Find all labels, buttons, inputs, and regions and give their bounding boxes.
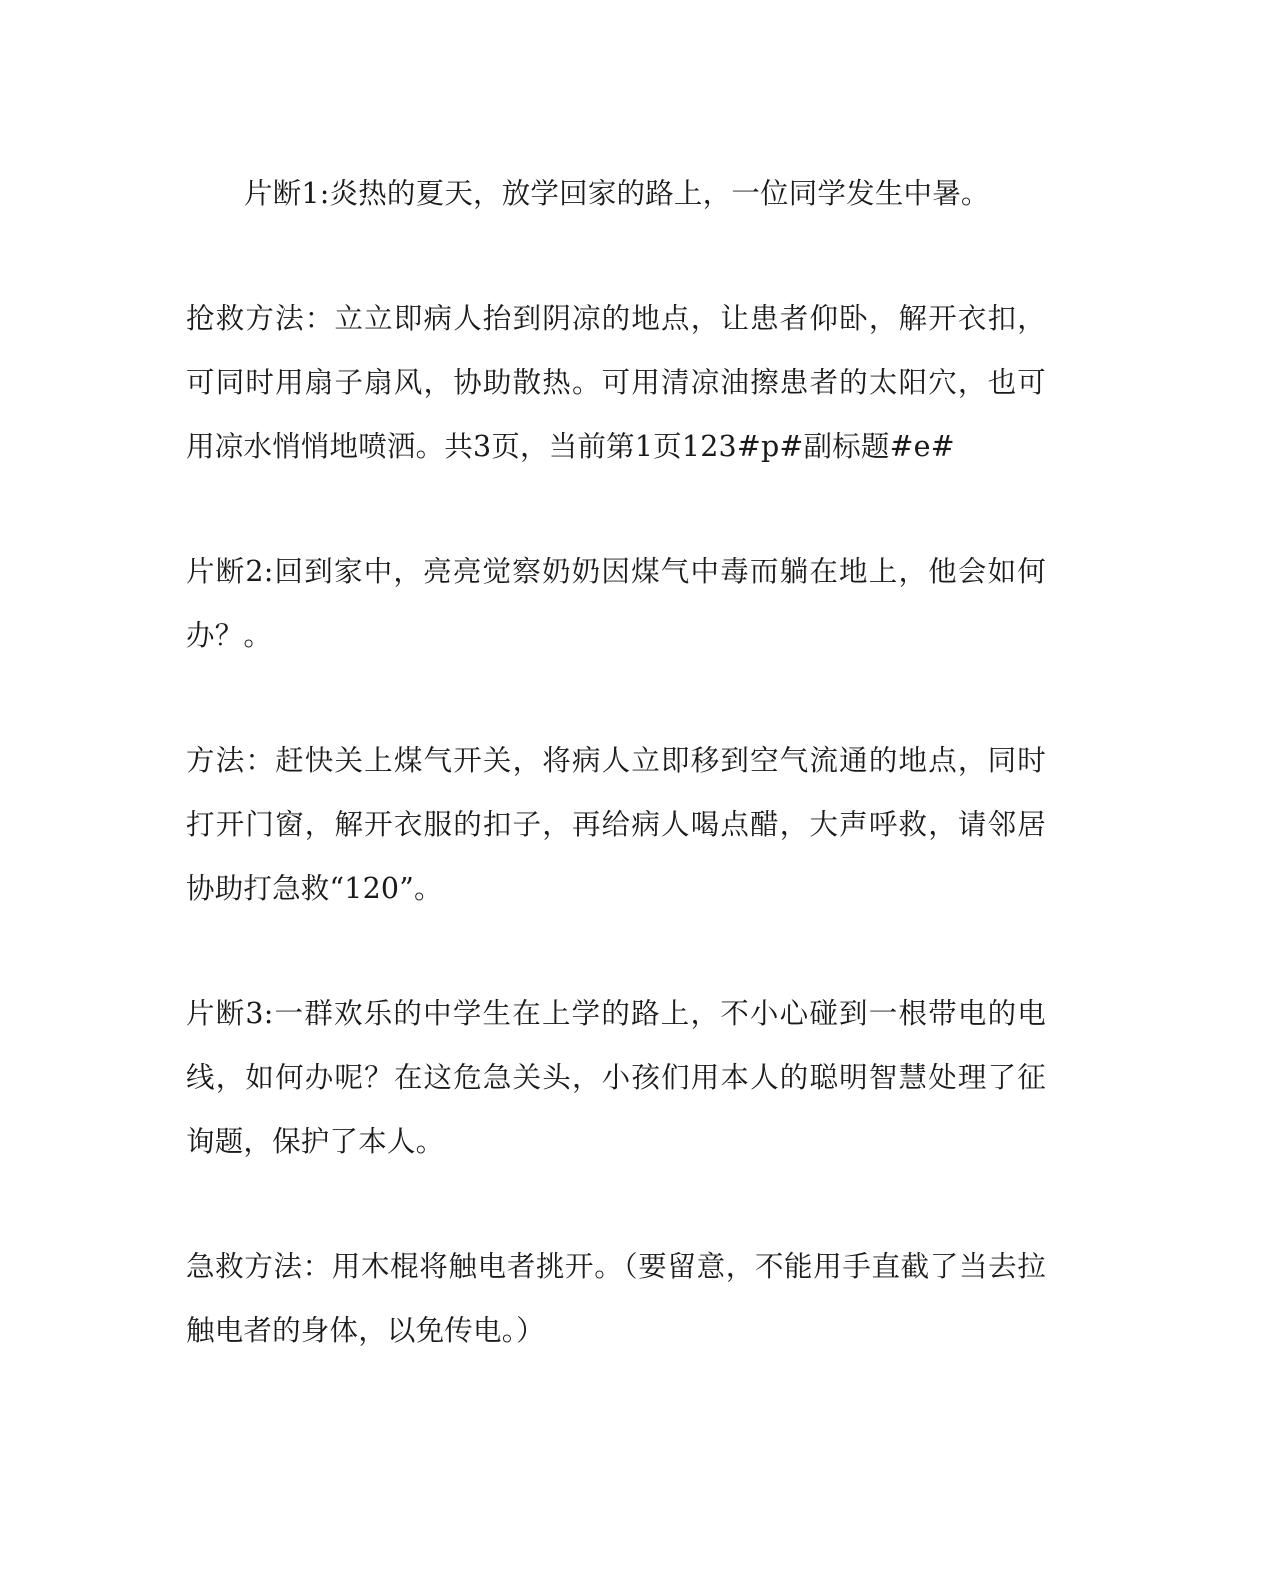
paragraph-gap (186, 226, 1046, 287)
paragraph-gap (186, 921, 1046, 982)
document-body (186, 162, 1046, 1363)
paragraph-gas-scenario: 片断2:回到家中，亮亮觉察奶奶因煤气中毒而躺在地上，他会如何办？。 (186, 555, 1046, 652)
paragraph-heatstroke-method: 抢救方法：立立即病人抬到阴凉的地点，让患者仰卧，解开衣扣，可同时用扇子扇风，协助散热。可用清凉油擦患者的太阳穴，也可用凉水悄悄地喷洒。共3页，当前第1页123#p#副标题#e# (186, 302, 1046, 463)
paragraph-heatstroke-scenario: 片断1:炎热的夏天，放学回家的路上，一位同学发生中暑。 (244, 177, 990, 210)
paragraph-electric-scenario: 片断3:一群欢乐的中学生在上学的路上，不小心碰到一根带电的电线，如何办呢？在这危急关头，小孩们用本人的聪明智慧处理了征询题，保护了本人。 (186, 997, 1046, 1158)
paragraph-gas-method: 方法：赶快关上煤气开关，将病人立即移到空气流通的地点，同时打开门窗，解开衣服的扣子，再给病人喝点醋，大声呼救，请邻居协助打急救“120”。 (186, 744, 1046, 905)
paragraph-gap (186, 668, 1046, 729)
paragraph-electric-method: 急救方法：用木棍将触电者挑开。（要留意，不能用手直截了当去拉触电者的身体，以免传电。） (186, 1250, 1046, 1347)
paragraph-gap (186, 479, 1046, 540)
paragraph-gap (186, 1174, 1046, 1235)
